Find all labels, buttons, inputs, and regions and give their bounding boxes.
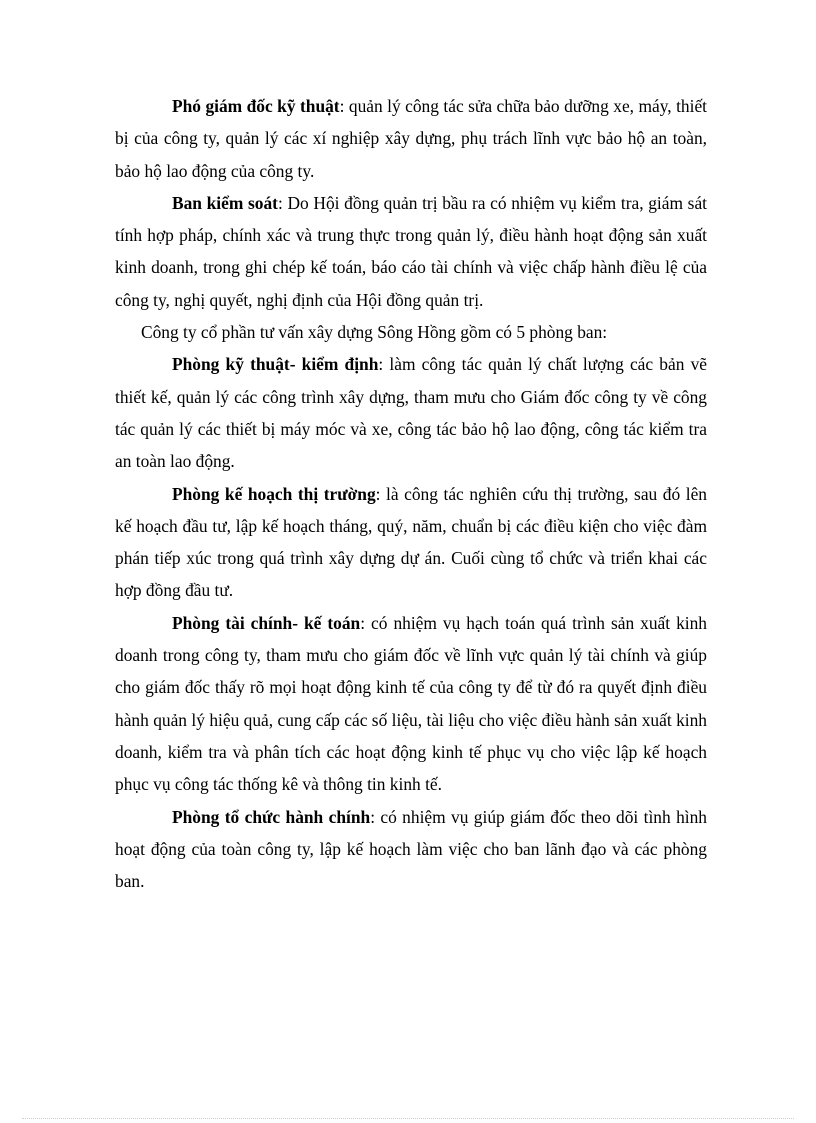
paragraph-text: : là công tác nghiên cứu thị trường, sau đó lên kế hoạch đầu tư, lập kế hoạch tháng, quý, năm, chuẩn bị các điều kiện cho việc đàm phán tiếp xúc trong quá trình xây dựng dự án. Cuối cùng tổ chức và triển khai các hợp đồng đầu tư. bbox=[115, 483, 707, 601]
paragraph-text: : có nhiệm vụ giúp giám đốc theo dõi tình hình hoạt động của toàn công ty, lập kế hoạch làm việc cho ban lãnh đạo và các phòng ban. bbox=[115, 806, 707, 892]
paragraph-heading: Ban kiểm soát bbox=[172, 192, 278, 213]
paragraph-text: : Do Hội đồng quản trị bầu ra có nhiệm vụ kiểm tra, giám sát tính hợp pháp, chính xác và trung thực trong quản lý, điều hành hoạt động sản xuất kinh doanh, trong ghi chép kế toán, báo cáo tài chính và việc chấp hành điều lệ của công ty, nghị quyết, nghị định của Hội đồng quản trị. bbox=[115, 192, 707, 310]
paragraph-deputy-director-technical bbox=[115, 90, 707, 187]
paragraph-heading: Phòng kỹ thuật- kiểm định bbox=[172, 354, 379, 375]
paragraph-text: Công ty cổ phần tư vấn xây dựng Sông Hồng gồm có 5 phòng ban: bbox=[141, 322, 608, 343]
paragraph-supervisory-board bbox=[115, 187, 707, 316]
paragraph-text: : có nhiệm vụ hạch toán quá trình sản xuất kinh doanh trong công ty, tham mưu cho giám đốc về lĩnh vực quản lý tài chính và giúp cho giám đốc thấy rõ mọi hoạt động kinh tế của công ty để từ đó ra quyết định điều hành quản lý hiệu quả, cung cấp các số liệu, tài liệu cho việc điều hành sản xuất kinh doanh, kiểm tra và phân tích các hoạt động kinh tế phục vụ cho việc lập kế hoạch phục vụ công tác thống kê và thông tin kinh tế. bbox=[115, 612, 707, 795]
paragraph-administration-dept bbox=[115, 801, 707, 898]
paragraph-text: : làm công tác quản lý chất lượng các bản vẽ thiết kế, quản lý các công trình xây dựng, tham mưu cho Giám đốc công ty về công tác quản lý các thiết bị máy móc và xe, công tác bảo hộ lao động, công tác kiểm tra an toàn lao động. bbox=[115, 354, 707, 472]
paragraph-market-planning-dept bbox=[115, 478, 707, 607]
document-page bbox=[115, 90, 707, 897]
paragraph-finance-accounting-dept bbox=[115, 607, 707, 801]
paragraph-heading: Phòng tài chính- kế toán bbox=[172, 612, 361, 633]
page-bottom-divider bbox=[22, 1118, 794, 1119]
paragraph-text: : quản lý công tác sửa chữa bảo dưỡng xe, máy, thiết bị của công ty, quản lý các xí nghiệp xây dựng, phụ trách lĩnh vực bảo hộ an toàn, bảo hộ lao động của công ty. bbox=[115, 96, 707, 181]
paragraph-heading: Phòng tổ chức hành chính bbox=[172, 806, 371, 827]
paragraph-technical-inspection-dept bbox=[115, 348, 707, 477]
paragraph-heading: Phó giám đốc kỹ thuật bbox=[172, 96, 340, 116]
paragraph-heading: Phòng kế hoạch thị trường bbox=[172, 483, 376, 504]
paragraph-departments-intro bbox=[115, 316, 707, 348]
